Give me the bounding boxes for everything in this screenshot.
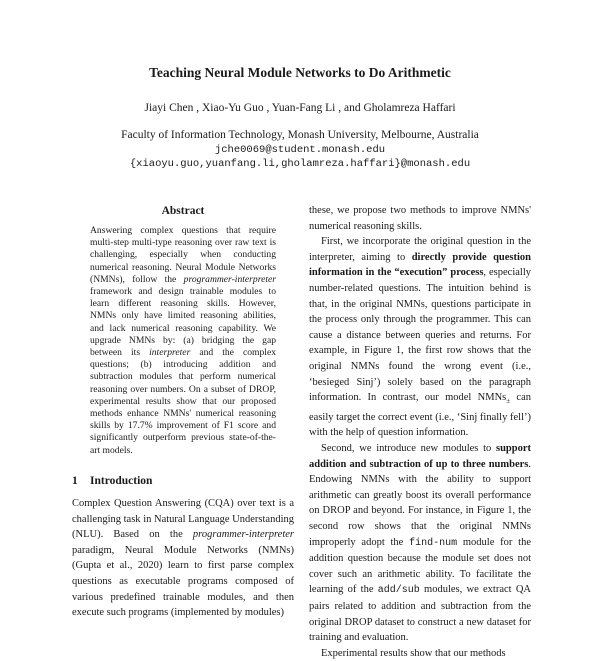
email-group: {xiaoyu.guo,yuanfang.li,gholamreza.haffari}@monash.edu [129, 158, 471, 170]
text-run: First, we incorporate the original question in the interpreter, aiming to [309, 236, 531, 263]
text-run: . Endowing NMNs with the ability to support arithmetic can greatly boost its overall performance on DROP and beyond. For instance, in Figure 1, the second row shows that the original NMNs improperly adopt the [309, 458, 531, 548]
abstract-emphasis: interpreter [149, 347, 191, 359]
paragraph-second-method [309, 441, 531, 646]
text-run: module for the addition question because the module set does not cover such an arithmetic ability. To facilitate the learning of the [309, 536, 531, 596]
abstract-text: and the complex questions; (b) introducing addition and subtraction modules that perform numerical reasoning over numbers. On a subset of DROP, experimental results show that our proposed methods enhance NMNs' numerical reasoning skills by 17.7% improvement of F1 score and significantly outperform previous state-of-the-art models. [90, 347, 276, 456]
intro-text: Complex Question Answering (CQA) over text is a challenging task in Natural Language Understanding (NLU). Based on the [72, 498, 294, 541]
section-heading-introduction [72, 475, 292, 487]
intro-text: paradigm, Neural Module Networks (NMNs) (Gupta et al., 2020) learn to first parse complex questions as executable programs composed of various predefined trainable modules, and then execute such programs (implemented by modules) [72, 544, 294, 619]
paragraph-results: Experimental results show that our methods [321, 647, 506, 659]
bold-text: directly provide question information in the “execution” process [309, 251, 532, 279]
abstract-emphasis: programmer-interpreter [183, 273, 276, 285]
intro-emphasis: programmer-interpreter [192, 529, 294, 541]
abstract-text: framework and design trainable modules to learn different reasoning skills. However, NMNs only have limited reasoning abilities, and lack numerical reasoning capability. We upgrade NMNs by: (a) bridging the gap between its [90, 286, 276, 359]
bold-text: support addition and subtraction of up to three numbers [309, 443, 531, 470]
right-column [309, 203, 531, 661]
text-run: modules, we extract QA pairs related to addition and subtraction from the original DROP dataset to construct a new dataset for training and evaluation. [309, 584, 531, 644]
affiliation: Faculty of Information Technology, Monash University, Melbourne, Australia [121, 129, 479, 141]
code-module-name: find-num [409, 537, 458, 549]
text-run: can easily target the correct event (i.e., ‘Sinj finally fell’) with the help of question information. [309, 392, 532, 439]
text-run: , especially number-related questions. The intuition behind is that, in the original NMNs, questions participate in the process only through the programmer. This can cause a distance between queries and returns. For example, in Figure 1, the first row shows that the original NMNs found the wrong event (i.e., ‘besieged Sinj’) solely based on the paragraph information. In contrast, our model NMNs [309, 267, 531, 404]
paragraph: these, we propose two methods to improve NMNs' numerical reasoning skills. [309, 205, 531, 232]
author-list: Jiayi Chen , Xiao-Yu Guo , Yuan-Fang Li , and Gholamreza Haffari [144, 102, 456, 114]
code-module-name: add/sub [377, 585, 420, 597]
abstract-body [90, 225, 276, 457]
abstract-heading: Abstract [161, 205, 205, 217]
section-title: Introduction [90, 475, 153, 487]
text-run: Second, we introduce new modules to [321, 443, 496, 454]
email-primary: jche0069@student.monash.edu [214, 144, 386, 156]
section-number: 1 [72, 475, 78, 487]
subscript: ± [506, 397, 511, 406]
introduction-body [72, 496, 294, 621]
paper-title: Teaching Neural Module Networks to Do Arithmetic [149, 65, 451, 80]
paragraph-first-method [309, 234, 531, 441]
abstract-text: Answering complex questions that require multi-step multi-type reasoning over raw text is challenging, especially when conducting numerical reasoning. Neural Module Networks (NMNs), follow the [90, 225, 276, 285]
